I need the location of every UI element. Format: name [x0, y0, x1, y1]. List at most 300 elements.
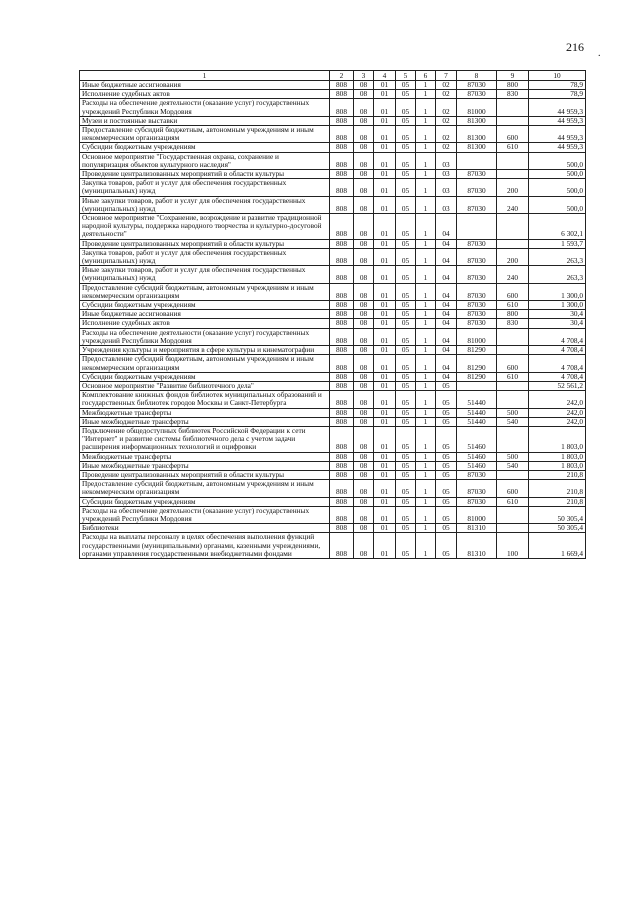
- code-cell: 05: [436, 426, 457, 452]
- code-cell: 81310: [457, 533, 497, 559]
- code-cell: 808: [330, 328, 354, 345]
- code-cell: 808: [330, 301, 354, 310]
- code-cell: 04: [436, 328, 457, 345]
- table-row: [80, 328, 586, 345]
- amount-cell: 1 803,0: [529, 426, 586, 452]
- code-cell: [497, 116, 529, 125]
- code-cell: [457, 152, 497, 169]
- code-cell: 87030: [457, 179, 497, 196]
- code-cell: 08: [354, 170, 374, 179]
- code-cell: 808: [330, 524, 354, 533]
- code-cell: 01: [374, 143, 396, 152]
- amount-cell: 263,3: [529, 266, 586, 283]
- code-cell: 808: [330, 283, 354, 300]
- column-header-4: 4: [374, 71, 396, 81]
- code-cell: 87030: [457, 480, 497, 497]
- code-cell: 02: [436, 81, 457, 90]
- code-cell: 01: [374, 126, 396, 143]
- expense-name-cell: Межбюджетные трансферты: [80, 408, 330, 417]
- amount-cell: 78,9: [529, 81, 586, 90]
- expense-name-cell: Иные закупки товаров, работ и услуг для обеспечения государственных (муниципальных) нужд: [80, 266, 330, 283]
- expense-name-cell: Библиотеки: [80, 524, 330, 533]
- code-cell: 200: [497, 248, 529, 265]
- code-cell: 01: [374, 372, 396, 381]
- code-cell: 610: [497, 301, 529, 310]
- code-cell: 08: [354, 506, 374, 523]
- code-cell: 01: [374, 301, 396, 310]
- code-cell: 05: [396, 408, 416, 417]
- amount-cell: 30,4: [529, 310, 586, 319]
- code-cell: 08: [354, 328, 374, 345]
- code-cell: 81300: [457, 143, 497, 152]
- code-cell: 808: [330, 480, 354, 497]
- code-cell: 500: [497, 408, 529, 417]
- amount-cell: 210,8: [529, 470, 586, 479]
- code-cell: 01: [374, 480, 396, 497]
- amount-cell: 1 803,0: [529, 461, 586, 470]
- code-cell: [457, 214, 497, 240]
- table-row: [80, 266, 586, 283]
- code-cell: 05: [396, 355, 416, 372]
- expense-name-cell: Предоставление субсидий бюджетным, автономным учреждениям и иным некоммерческим организациям: [80, 480, 330, 497]
- expense-name-cell: Иные межбюджетные трансферты: [80, 417, 330, 426]
- amount-cell: 78,9: [529, 90, 586, 99]
- code-cell: 05: [436, 408, 457, 417]
- expense-name-cell: Подключение общедоступных библиотек Российской Федерации к сети "Интернет" и развитие системы библиотечного дела с учетом задачи расширения информационных технологий и оцифровки: [80, 426, 330, 452]
- code-cell: 05: [396, 426, 416, 452]
- code-cell: 08: [354, 426, 374, 452]
- amount-cell: 500,0: [529, 179, 586, 196]
- code-cell: 1: [416, 346, 436, 355]
- amount-cell: 44 959,3: [529, 99, 586, 116]
- table-row: [80, 480, 586, 497]
- amount-cell: 242,0: [529, 391, 586, 408]
- code-cell: 830: [497, 319, 529, 328]
- table-row: [80, 239, 586, 248]
- expense-name-cell: Предоставление субсидий бюджетным, автономным учреждениям и иным некоммерческим организациям: [80, 283, 330, 300]
- code-cell: 01: [374, 81, 396, 90]
- column-header-6: 6: [416, 71, 436, 81]
- code-cell: 81300: [457, 116, 497, 125]
- code-cell: 01: [374, 381, 396, 390]
- column-header-1: 1: [80, 71, 330, 81]
- code-cell: 808: [330, 90, 354, 99]
- amount-cell: 44 959,3: [529, 116, 586, 125]
- code-cell: 05: [396, 310, 416, 319]
- code-cell: [497, 381, 529, 390]
- code-cell: [497, 152, 529, 169]
- code-cell: 05: [396, 533, 416, 559]
- code-cell: 87030: [457, 319, 497, 328]
- code-cell: 05: [396, 497, 416, 506]
- code-cell: 04: [436, 248, 457, 265]
- budget-table: [79, 70, 586, 559]
- code-cell: [497, 426, 529, 452]
- code-cell: 05: [396, 196, 416, 213]
- table-row: [80, 524, 586, 533]
- expense-name-cell: Предоставление субсидий бюджетным, автономным учреждениям и иным некоммерческим организациям: [80, 355, 330, 372]
- code-cell: 1: [416, 283, 436, 300]
- code-cell: 87030: [457, 266, 497, 283]
- amount-cell: 4 708,4: [529, 372, 586, 381]
- table-row: [80, 214, 586, 240]
- code-cell: 81290: [457, 372, 497, 381]
- amount-cell: 52 561,2: [529, 381, 586, 390]
- code-cell: 08: [354, 81, 374, 90]
- amount-cell: 1 669,4: [529, 533, 586, 559]
- code-cell: 05: [396, 461, 416, 470]
- code-cell: 01: [374, 417, 396, 426]
- table-row: [80, 310, 586, 319]
- code-cell: 08: [354, 126, 374, 143]
- amount-cell: 50 305,4: [529, 506, 586, 523]
- code-cell: 1: [416, 524, 436, 533]
- code-cell: 600: [497, 283, 529, 300]
- code-cell: 600: [497, 480, 529, 497]
- code-cell: 01: [374, 506, 396, 523]
- code-cell: 01: [374, 391, 396, 408]
- code-cell: 87030: [457, 170, 497, 179]
- expense-name-cell: Расходы на выплаты персоналу в целях обеспечения выполнения функций государственными (муниципальными) органами, казенными учреждениями, органами управления государственными внебюджетными фондами: [80, 533, 330, 559]
- code-cell: 01: [374, 319, 396, 328]
- code-cell: 01: [374, 214, 396, 240]
- code-cell: 04: [436, 301, 457, 310]
- code-cell: 1: [416, 372, 436, 381]
- table-row: [80, 99, 586, 116]
- code-cell: 05: [396, 143, 416, 152]
- expense-name-cell: Основное мероприятие "Развитие библиотечного дела": [80, 381, 330, 390]
- code-cell: 08: [354, 116, 374, 125]
- code-cell: 808: [330, 214, 354, 240]
- code-cell: 08: [354, 346, 374, 355]
- table-row: [80, 426, 586, 452]
- code-cell: 01: [374, 283, 396, 300]
- amount-cell: 500,0: [529, 196, 586, 213]
- expense-name-cell: Основное мероприятие "Сохранение, возрождение и развитие традиционной народной культуры, поддержка народного творчества и культурно-досуговой деятельности": [80, 214, 330, 240]
- code-cell: 04: [436, 266, 457, 283]
- code-cell: 1: [416, 391, 436, 408]
- expense-name-cell: Проведение централизованных мероприятий в области культуры: [80, 470, 330, 479]
- code-cell: 02: [436, 90, 457, 99]
- code-cell: 05: [396, 179, 416, 196]
- code-cell: [497, 470, 529, 479]
- code-cell: 830: [497, 90, 529, 99]
- code-cell: 51460: [457, 461, 497, 470]
- code-cell: 01: [374, 328, 396, 345]
- code-cell: 1: [416, 417, 436, 426]
- code-cell: 01: [374, 196, 396, 213]
- code-cell: 02: [436, 99, 457, 116]
- code-cell: 08: [354, 266, 374, 283]
- expense-name-cell: Межбюджетные трансферты: [80, 452, 330, 461]
- code-cell: 05: [396, 152, 416, 169]
- code-cell: 808: [330, 417, 354, 426]
- code-cell: 1: [416, 99, 436, 116]
- code-cell: 01: [374, 99, 396, 116]
- code-cell: 1: [416, 452, 436, 461]
- code-cell: 05: [396, 452, 416, 461]
- code-cell: 01: [374, 239, 396, 248]
- code-cell: 03: [436, 152, 457, 169]
- expense-name-cell: Исполнение судебных актов: [80, 90, 330, 99]
- code-cell: 02: [436, 143, 457, 152]
- code-cell: 05: [396, 470, 416, 479]
- code-cell: 05: [436, 524, 457, 533]
- column-header-3: 3: [354, 71, 374, 81]
- code-cell: 08: [354, 214, 374, 240]
- code-cell: 87030: [457, 81, 497, 90]
- table-row: [80, 417, 586, 426]
- code-cell: 1: [416, 310, 436, 319]
- code-cell: 1: [416, 266, 436, 283]
- code-cell: [497, 346, 529, 355]
- code-cell: 808: [330, 497, 354, 506]
- code-cell: 08: [354, 196, 374, 213]
- table-row: [80, 81, 586, 90]
- expense-name-cell: Закупка товаров, работ и услуг для обеспечения государственных (муниципальных) нужд: [80, 179, 330, 196]
- code-cell: 808: [330, 355, 354, 372]
- code-cell: 04: [436, 372, 457, 381]
- amount-cell: 30,4: [529, 319, 586, 328]
- code-cell: 05: [436, 533, 457, 559]
- code-cell: 600: [497, 126, 529, 143]
- amount-cell: 242,0: [529, 408, 586, 417]
- column-header-7: 7: [436, 71, 457, 81]
- code-cell: 610: [497, 497, 529, 506]
- amount-cell: 1 300,0: [529, 301, 586, 310]
- code-cell: 08: [354, 533, 374, 559]
- expense-name-cell: Субсидии бюджетным учреждениям: [80, 372, 330, 381]
- code-cell: 1: [416, 328, 436, 345]
- code-cell: 08: [354, 452, 374, 461]
- expense-name-cell: Закупка товаров, работ и услуг для обеспечения государственных (муниципальных) нужд: [80, 248, 330, 265]
- code-cell: 05: [396, 372, 416, 381]
- code-cell: 08: [354, 524, 374, 533]
- table-row: [80, 372, 586, 381]
- code-cell: 1: [416, 90, 436, 99]
- code-cell: 51440: [457, 391, 497, 408]
- code-cell: 1: [416, 126, 436, 143]
- code-cell: 05: [396, 170, 416, 179]
- code-cell: 08: [354, 319, 374, 328]
- code-cell: 51460: [457, 426, 497, 452]
- code-cell: 05: [396, 346, 416, 355]
- code-cell: 1: [416, 214, 436, 240]
- code-cell: 1: [416, 248, 436, 265]
- code-cell: 05: [396, 524, 416, 533]
- table-row: [80, 355, 586, 372]
- code-cell: 01: [374, 90, 396, 99]
- table-row: [80, 381, 586, 390]
- amount-cell: 263,3: [529, 248, 586, 265]
- amount-cell: 4 708,4: [529, 346, 586, 355]
- code-cell: 240: [497, 196, 529, 213]
- code-cell: 808: [330, 310, 354, 319]
- expense-name-cell: Исполнение судебных актов: [80, 319, 330, 328]
- amount-cell: 50 305,4: [529, 524, 586, 533]
- code-cell: 1: [416, 408, 436, 417]
- code-cell: 1: [416, 170, 436, 179]
- expense-name-cell: Субсидии бюджетным учреждениям: [80, 143, 330, 152]
- code-cell: 01: [374, 497, 396, 506]
- code-cell: [497, 214, 529, 240]
- code-cell: 08: [354, 417, 374, 426]
- code-cell: 05: [396, 239, 416, 248]
- code-cell: 08: [354, 239, 374, 248]
- table-row: [80, 90, 586, 99]
- code-cell: 808: [330, 116, 354, 125]
- code-cell: 51460: [457, 452, 497, 461]
- code-cell: 808: [330, 452, 354, 461]
- table-row: [80, 179, 586, 196]
- table-row: [80, 470, 586, 479]
- code-cell: 808: [330, 426, 354, 452]
- code-cell: 05: [396, 90, 416, 99]
- code-cell: 01: [374, 248, 396, 265]
- table-row: [80, 301, 586, 310]
- code-cell: 1: [416, 470, 436, 479]
- table-row: [80, 283, 586, 300]
- code-cell: 87030: [457, 283, 497, 300]
- amount-cell: 1 300,0: [529, 283, 586, 300]
- code-cell: 808: [330, 346, 354, 355]
- code-cell: 87030: [457, 90, 497, 99]
- code-cell: 04: [436, 346, 457, 355]
- code-cell: 800: [497, 81, 529, 90]
- code-cell: 05: [436, 417, 457, 426]
- code-cell: 01: [374, 116, 396, 125]
- code-cell: 81300: [457, 126, 497, 143]
- code-cell: [497, 170, 529, 179]
- code-cell: 03: [436, 179, 457, 196]
- code-cell: 1: [416, 319, 436, 328]
- code-cell: 05: [436, 497, 457, 506]
- code-cell: 200: [497, 179, 529, 196]
- expense-name-cell: Иные бюджетные ассигнования: [80, 310, 330, 319]
- code-cell: 01: [374, 461, 396, 470]
- expense-name-cell: Субсидии бюджетным учреждениям: [80, 497, 330, 506]
- expense-name-cell: Иные закупки товаров, работ и услуг для обеспечения государственных (муниципальных) нужд: [80, 196, 330, 213]
- code-cell: 808: [330, 99, 354, 116]
- code-cell: 87030: [457, 301, 497, 310]
- code-cell: [497, 506, 529, 523]
- code-cell: [497, 239, 529, 248]
- expense-name-cell: Музеи и постоянные выставки: [80, 116, 330, 125]
- code-cell: 04: [436, 310, 457, 319]
- table-row: [80, 319, 586, 328]
- expense-name-cell: Проведение централизованных мероприятий в области культуры: [80, 170, 330, 179]
- code-cell: 08: [354, 408, 374, 417]
- code-cell: 08: [354, 310, 374, 319]
- amount-cell: 500,0: [529, 152, 586, 169]
- amount-cell: 242,0: [529, 417, 586, 426]
- code-cell: 1: [416, 239, 436, 248]
- code-cell: 05: [436, 470, 457, 479]
- code-cell: 500: [497, 452, 529, 461]
- code-cell: 81290: [457, 355, 497, 372]
- code-cell: 600: [497, 355, 529, 372]
- code-cell: 808: [330, 239, 354, 248]
- code-cell: 05: [396, 391, 416, 408]
- code-cell: 05: [396, 126, 416, 143]
- code-cell: 1: [416, 116, 436, 125]
- code-cell: 1: [416, 152, 436, 169]
- code-cell: 100: [497, 533, 529, 559]
- code-cell: 240: [497, 266, 529, 283]
- code-cell: 808: [330, 381, 354, 390]
- amount-cell: 4 708,4: [529, 355, 586, 372]
- code-cell: 05: [396, 266, 416, 283]
- code-cell: 05: [436, 452, 457, 461]
- code-cell: 05: [396, 214, 416, 240]
- code-cell: 05: [436, 461, 457, 470]
- code-cell: 808: [330, 196, 354, 213]
- code-cell: 1: [416, 179, 436, 196]
- column-header-8: 8: [457, 71, 497, 81]
- table-row: [80, 346, 586, 355]
- amount-cell: 1 593,7: [529, 239, 586, 248]
- code-cell: 51440: [457, 417, 497, 426]
- code-cell: 01: [374, 170, 396, 179]
- code-cell: 04: [436, 239, 457, 248]
- code-cell: 08: [354, 391, 374, 408]
- code-cell: [497, 524, 529, 533]
- amount-cell: 500,0: [529, 170, 586, 179]
- amount-cell: 44 959,3: [529, 126, 586, 143]
- code-cell: 808: [330, 372, 354, 381]
- code-cell: 81000: [457, 506, 497, 523]
- code-cell: 808: [330, 266, 354, 283]
- code-cell: 08: [354, 143, 374, 152]
- code-cell: 08: [354, 372, 374, 381]
- code-cell: 01: [374, 470, 396, 479]
- code-cell: 87030: [457, 470, 497, 479]
- table-header-row: [80, 71, 586, 81]
- code-cell: 08: [354, 99, 374, 116]
- expense-name-cell: Субсидии бюджетным учреждениям: [80, 301, 330, 310]
- code-cell: 540: [497, 461, 529, 470]
- code-cell: 04: [436, 355, 457, 372]
- code-cell: 01: [374, 266, 396, 283]
- code-cell: 05: [396, 480, 416, 497]
- code-cell: 05: [396, 301, 416, 310]
- expense-name-cell: Расходы на обеспечение деятельности (оказание услуг) государственных учреждений Республики Мордовия: [80, 99, 330, 116]
- code-cell: 1: [416, 81, 436, 90]
- code-cell: 04: [436, 214, 457, 240]
- code-cell: 08: [354, 355, 374, 372]
- code-cell: 87030: [457, 310, 497, 319]
- code-cell: 08: [354, 381, 374, 390]
- code-cell: 05: [396, 116, 416, 125]
- amount-cell: 210,8: [529, 480, 586, 497]
- code-cell: 05: [436, 506, 457, 523]
- code-cell: 81290: [457, 346, 497, 355]
- code-cell: 01: [374, 346, 396, 355]
- code-cell: 01: [374, 452, 396, 461]
- code-cell: [457, 381, 497, 390]
- table-row: [80, 152, 586, 169]
- code-cell: 05: [396, 506, 416, 523]
- code-cell: 01: [374, 152, 396, 169]
- code-cell: 05: [396, 99, 416, 116]
- code-cell: 01: [374, 524, 396, 533]
- code-cell: 08: [354, 179, 374, 196]
- table-row: [80, 248, 586, 265]
- table-row: [80, 196, 586, 213]
- code-cell: 04: [436, 319, 457, 328]
- code-cell: 808: [330, 152, 354, 169]
- code-cell: 08: [354, 301, 374, 310]
